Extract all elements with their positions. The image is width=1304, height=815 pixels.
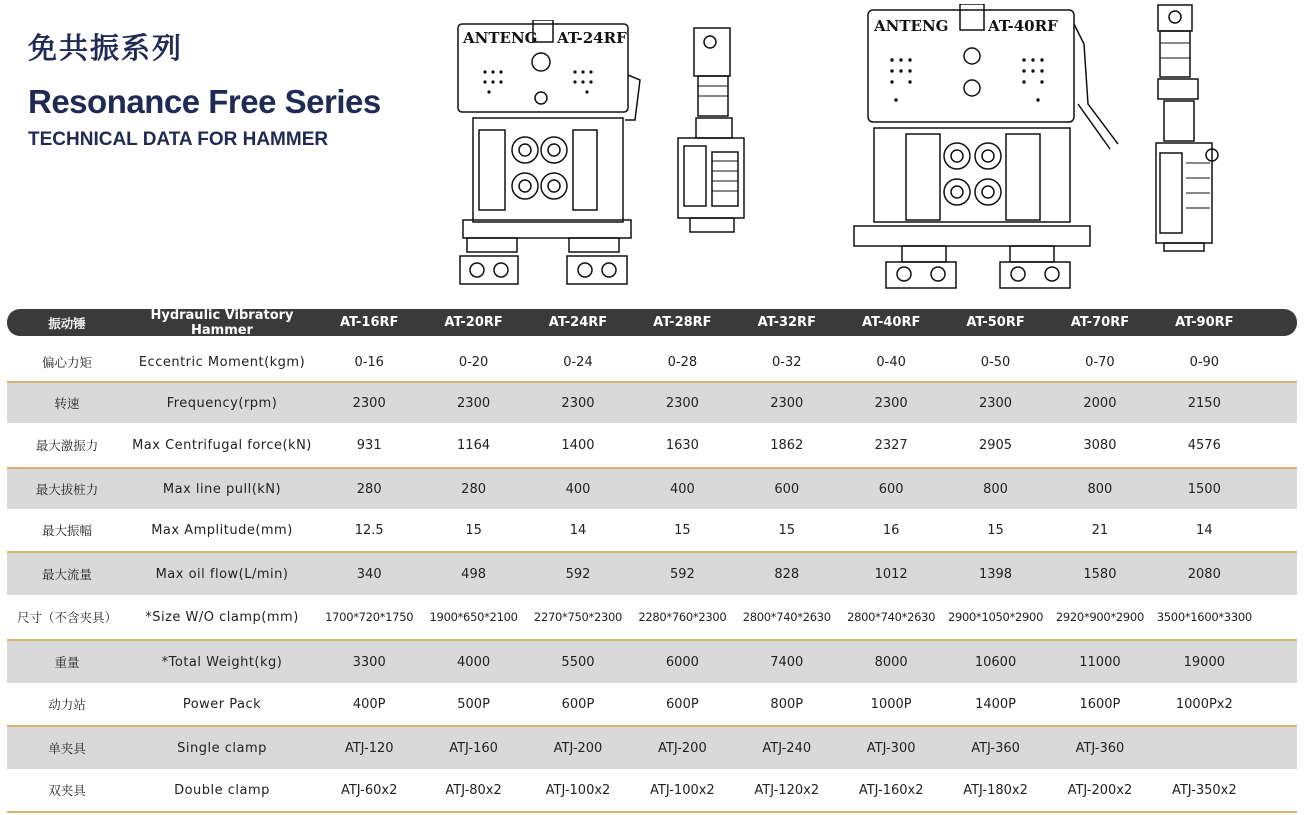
table-cell: ATJ-200 [553,740,603,756]
table-cell: 2300 [561,395,595,411]
header-model: AT-70RF [1070,315,1130,330]
table-cell: 600P [666,696,699,712]
table-cell: ATJ-80x2 [445,782,502,798]
table-cell: 800P [770,696,804,712]
table-cell: ATJ-120 [344,740,394,756]
table-cell: ATJ-60x2 [340,782,398,798]
table-cell: 1700*720*1750 [325,610,414,624]
table-cell: ATJ-360 [1075,740,1125,756]
table-cell: ATJ-160x2 [858,782,924,798]
row-label-en: *Size W/O clamp(mm) [145,609,299,625]
table-cell: 3500*1600*3300 [1156,610,1252,624]
table-cell: 7400 [770,654,804,670]
table-cell: 4000 [457,654,491,670]
table-cell: 1600P [1079,696,1121,712]
table-row [7,769,1297,813]
table-cell: 8000 [874,654,908,670]
drawing-model-label: AT-40RF [988,17,1058,35]
table-cell: 592 [565,566,591,582]
drawing-model-label: AT-24RF [557,29,627,47]
table-row [7,423,1297,467]
table-cell: 828 [774,566,800,582]
table-row [7,595,1297,639]
row-label-cn: 最大振幅 [41,523,92,538]
table-cell: 2000 [1083,395,1117,411]
table-cell: 592 [669,566,695,582]
table-cell: 0-70 [1085,354,1115,370]
table-cell: 14 [1196,522,1213,538]
table-cell: 2905 [978,437,1013,453]
table-row [7,551,1297,595]
hammer-drawing-at40rf-side [1150,3,1230,253]
header-label-en: Hydraulic Vibratory Hammer [150,307,294,338]
table-cell: 1000Px2 [1175,696,1233,712]
table-cell: 0-40 [876,354,906,370]
hammer-drawing-at24rf-side [672,26,752,236]
table-cell: 1630 [665,437,699,453]
table-cell: ATJ-240 [762,740,812,756]
row-label-cn: 偏心力矩 [41,355,92,370]
table-cell: 2300 [978,395,1013,411]
table-cell: 2327 [874,437,908,453]
header-model: AT-90RF [1175,315,1234,330]
table-cell: 11000 [1079,654,1121,670]
row-label-en: Max oil flow(L/min) [155,566,289,582]
row-label-cn: 转速 [54,396,80,411]
table-cell: 15 [674,522,691,538]
table-cell: 3080 [1083,437,1117,453]
table-cell: ATJ-160 [449,740,498,756]
table-cell: ATJ-200 [658,740,707,756]
table-cell: 1000P [870,696,912,712]
row-label-cn: 动力站 [48,697,86,712]
table-cell: 1400P [975,696,1016,712]
row-label-en: *Total Weight(kg) [161,654,283,670]
table-cell: 15 [465,522,482,538]
subtitle: TECHNICAL DATA FOR HAMMER [28,129,329,150]
table-cell: 1862 [770,437,804,453]
header-model: AT-16RF [340,315,399,330]
row-label-en: Max Centrifugal force(kN) [132,437,312,453]
table-cell: ATJ-100x2 [650,782,715,798]
table-cell: 2920*900*2900 [1055,610,1144,624]
table-cell: 0-16 [354,354,384,370]
table-cell: 1164 [457,437,491,453]
title-chinese: 免共振系列 [28,31,184,65]
row-label-cn: 单夹具 [48,741,86,756]
table-cell: 2300 [352,395,386,411]
table-row [7,343,1297,381]
table-cell: ATJ-180x2 [963,782,1028,798]
row-label-en: Power Pack [182,696,262,712]
table-cell: 0-20 [458,354,489,370]
header-model: AT-32RF [757,315,816,330]
table-row [7,381,1297,423]
table-cell: 0-50 [980,354,1011,370]
table-cell: 280 [461,481,486,497]
table-cell: 800 [1087,481,1113,497]
header-label-cn: 振动锤 [48,315,86,331]
table-cell: 400 [565,481,591,497]
table-cell: 340 [356,566,382,582]
table-row [7,683,1297,727]
table-cell: 12.5 [354,522,384,538]
table-cell: 16 [882,522,900,538]
table-cell: 2800*740*2630 [742,610,831,624]
page-heading [28,28,381,152]
row-label-en: Frequency(rpm) [166,395,278,411]
table-cell: 15 [987,522,1004,538]
table-cell: 1012 [874,566,908,582]
table-cell: 0-24 [563,354,593,370]
row-label-en: Max Amplitude(mm) [151,522,293,538]
row-label-cn: 双夹具 [48,783,86,798]
table-cell: 2800*740*2630 [847,610,936,624]
header-model: AT-28RF [653,315,712,330]
table-cell: 931 [356,437,382,453]
table-cell: 800 [983,481,1008,497]
table-row [7,509,1297,551]
table-cell: 2150 [1187,395,1221,411]
table-cell: 1500 [1187,481,1221,497]
table-cell: 400 [669,481,695,497]
table-cell: ATJ-100x2 [545,782,611,798]
table-cell: 21 [1091,522,1109,538]
table-cell: 500P [457,696,490,712]
table-cell: 14 [569,522,587,538]
header-model: AT-24RF [548,315,608,330]
header-model: AT-20RF [444,315,503,330]
table-cell: 6000 [665,654,699,670]
drawing-brand-label: ANTENG [463,29,538,47]
drawing-brand-label: ANTENG [874,17,949,35]
table-cell: 10600 [974,654,1017,670]
table-cell: 1398 [978,566,1013,582]
table-cell: ATJ-200x2 [1067,782,1133,798]
table-cell: 2300 [457,395,491,411]
row-label-en: Double clamp [174,782,270,798]
header-model: AT-50RF [966,315,1025,330]
table-cell: 280 [356,481,382,497]
table-cell: 4576 [1187,437,1221,453]
table-cell: ATJ-120x2 [754,782,820,798]
table-cell: 2280*760*2300 [638,610,727,624]
table-cell: 2270*750*2300 [533,610,623,624]
table-cell: 3300 [352,654,386,670]
table-cell: 600 [878,481,904,497]
table-cell: 0-28 [667,354,698,370]
header-model: AT-40RF [861,315,921,330]
row-label-cn: 最大激振力 [35,438,99,453]
table-row [7,639,1297,683]
row-label-en: Single clamp [177,740,267,756]
table-row [7,467,1297,509]
table-cell: 498 [461,566,486,582]
table-row [7,727,1297,769]
table-cell: 19000 [1183,654,1225,670]
spec-table [7,309,1297,813]
row-label-en: Eccentric Moment(kgm) [138,354,306,370]
row-label-en: Max line pull(kN) [162,481,282,497]
title-english: Resonance Free Series [28,83,381,120]
row-label-cn: 最大流量 [41,567,92,582]
table-cell: ATJ-350x2 [1171,782,1237,798]
table-cell: 2900*1050*2900 [947,610,1044,624]
table-cell: 1400 [561,437,595,453]
hammer-drawing-at24rf-front [455,20,645,290]
table-cell: 15 [778,522,796,538]
table-cell: 600P [561,696,595,712]
row-label-cn: 尺寸（不含夹具） [16,610,117,625]
table-cell: 2300 [770,395,804,411]
table-cell: 2300 [874,395,908,411]
row-label-cn: 最大拔桩力 [35,482,99,497]
table-header-row [7,309,1297,336]
table-cell: 5500 [561,654,595,670]
table-cell: 400P [352,696,386,712]
table-cell: 0-90 [1189,354,1220,370]
table-cell: 1900*650*2100 [429,610,518,624]
table-cell: ATJ-360 [971,740,1020,756]
row-label-cn: 重量 [54,655,80,670]
hammer-drawing-at40rf-front [848,4,1128,294]
table-cell: 600 [774,481,800,497]
table-cell: 2080 [1187,566,1221,582]
table-cell: 2300 [665,395,699,411]
table-cell: 0-32 [772,354,802,370]
table-cell: ATJ-300 [866,740,916,756]
table-cell: 1580 [1083,566,1117,582]
